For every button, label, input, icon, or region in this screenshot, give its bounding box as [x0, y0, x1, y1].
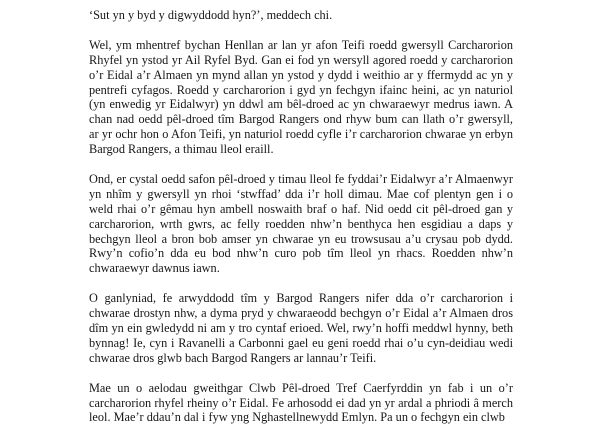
text-line: Bargod Rangers, a thimau lleol eraill. [89, 142, 274, 157]
paragraph [89, 381, 513, 426]
text-line: pentrefi cyfagos. Roedd y carcharorion i gyd yn fechgyn ifainc heini, ac yn naturiol [89, 82, 513, 97]
text-line: Wel, ym mhentref bychan Henllan ar lan yr afon Teifi roedd gwersyll Carcharorion [89, 37, 513, 52]
text-line: bechgyn lleol a bron bob amser yn chwarae yn eu trowsusau a’u crysau pob dydd. [89, 231, 513, 246]
text-line: O ganlyniad, fe arwyddodd tîm y Bargod Rangers nifer dda o’r carcharorion i [89, 291, 513, 306]
text-line: ‘Sut yn y byd y digwyddodd hyn?’, meddech chi. [89, 8, 333, 22]
text-line: leol. Mae’r ddau’n dal i fyw yng Nghastellnewydd Emlyn. Pa un o fechgyn ein clwb [89, 410, 505, 425]
text-line: carcharorion, wrth gwrs, ac felly roedden nhw’n benthyca hen esgidiau a daps y [89, 216, 513, 231]
document-body [89, 8, 513, 440]
paragraph [89, 38, 513, 157]
text-line: o’r Eidal a’r Almaen yn mynd allan yn ystod y dydd i weithio ar y ffermydd ac yn y [89, 67, 513, 82]
text-line: dîm yn ein gwledydd ni am y tro cyntaf erioed. Wel, rwy’n hoffi meddwl hynny, beth [89, 320, 513, 335]
text-line: chwaraewyr dawnus iawn. [89, 261, 220, 276]
text-line: ar yr ochr hon o Afon Teifi, yn naturiol roedd cyfle i’r carcharorion chwarae yn erbyn [89, 127, 513, 142]
paragraph [89, 8, 513, 23]
text-line: chwarae drostyn nhw, a dyma pryd y chwaraeodd bechgyn o’r Eidal a’r Almaen dros [89, 306, 513, 321]
text-line: chan nad oedd pêl-droed tîm Bargod Rangers ond rhyw bum can llath o’r gwersyll, [89, 112, 513, 127]
text-line: yn nhîm y gwersyll yn rhoi ‘stwffad’ dda i’r holl dimau. Mae cof plentyn gen i o [89, 186, 513, 201]
text-line: Mae un o aelodau gweithgar Clwb Pêl-droed Tref Caerfyrddin yn fab i un o’r [89, 380, 513, 395]
text-line: Rwy’n cofio’n dda eu bod nhw’n curo pob tîm lleol yn rhacs. Roedden nhw’n [89, 246, 513, 261]
text-line: carcharorion rhyfel rheiny o’r Eidal. Fe arhosodd ei dad yn yr ardal a phriodi â merch [89, 395, 513, 410]
paragraph [89, 291, 513, 366]
text-line: weld rhai o’r gêmau hyn ambell noswaith braf o haf. Nid oedd cit pêl-droed gan y [89, 201, 513, 216]
text-line: Rhyfel yn ystod yr Ail Ryfel Byd. Gan ei fod yn wersyll agored roedd y carcharorion [89, 52, 513, 67]
text-line: chwarae dros glwb bach Bargod Rangers ar lannau’r Teifi. [89, 350, 377, 365]
text-line: (yn enwedig yr Eidalwyr) yn ddwl am bêl-droed ac yn chwaraewyr medrus iawn. A [89, 97, 513, 112]
text-line: bynnag! Ie, cyn i Ravanelli a Carbonni gael eu geni roedd rhai o’u cyn-deidiau wedi [89, 335, 513, 350]
paragraph [89, 172, 513, 276]
text-line: Ond, er cystal oedd safon pêl-droed y timau lleol fe fyddai’r Eidalwyr a’r Almaenwyr [89, 171, 513, 186]
